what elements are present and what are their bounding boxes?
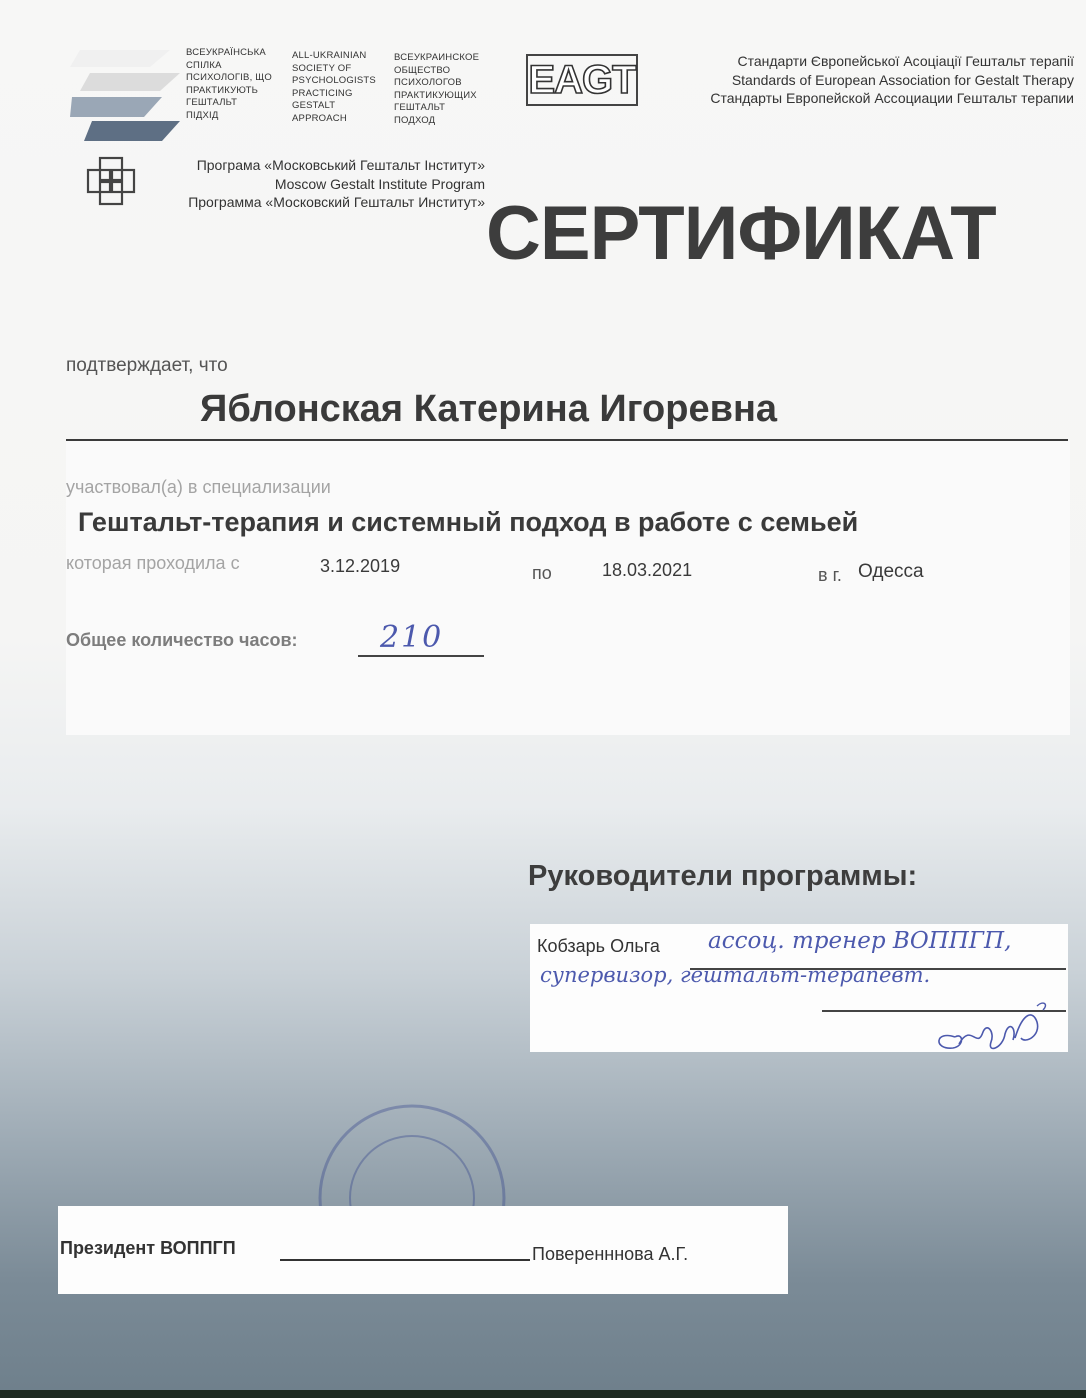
bottom-edge — [0, 1390, 1086, 1398]
president-signature-line — [280, 1259, 530, 1261]
date-from: 3.12.2019 — [320, 556, 401, 576]
period-label: которая проходила с — [66, 553, 240, 573]
participated-text: участвовал(а) в специализации — [66, 477, 331, 497]
chevrons-logo-icon — [70, 45, 180, 145]
eagt-standards: Стандарти Європейської Асоціації Гештальт терапії Standards of European Association for Gestalt Therapy Стандарты Европейской Ассоциации Гештальт терапии — [710, 53, 1074, 106]
specialization-title: Гештальт-терапия и системный подход в работе с семьей — [78, 507, 859, 537]
leader-role-line1: ассоц. тренер ВОППГП, — [708, 928, 1012, 954]
date-to: 18.03.2021 — [602, 560, 693, 580]
leader-role-line2: супервизор, гештальт-терапевт. — [540, 963, 931, 987]
org-name-en: ALL-UKRAINIAN SOCIETY OF PSYCHOLOGISTS PRACTICING GESTALT APPROACH — [292, 50, 376, 124]
city-label: в г. — [818, 565, 842, 585]
recipient-name: Яблонская Катерина Игоревна — [200, 388, 778, 430]
leaders-title: Руководители программы: — [528, 860, 918, 892]
city: Одесса — [858, 561, 924, 582]
hours-label: Общее количество часов: — [66, 630, 298, 650]
president-name: Поверенннова А.Г. — [532, 1244, 689, 1264]
mgi-program: Програма «Московський Гештальт Інститут» Moscow Gestalt Institute Program Программа «Московский Гештальт Институт» — [188, 157, 485, 210]
hours-value: 210 — [380, 620, 444, 655]
certificate-title: СЕРТИФИКАТ — [486, 191, 996, 276]
president-label: Президент ВОППГП — [60, 1238, 236, 1258]
leader-signature-icon — [925, 992, 1075, 1072]
name-underline — [66, 439, 1068, 441]
org-name-ru: ВСЕУКРАИНСКОЕ ОБЩЕСТВО ПСИХОЛОГОВ ПРАКТИКУЮЩИХ ГЕШТАЛЬТ ПОДХОД — [394, 52, 480, 126]
hours-underline — [358, 655, 484, 657]
to-label: по — [532, 563, 552, 583]
confirms-text: подтверждает, что — [66, 355, 228, 376]
org-name-ua: ВСЕУКРАЇНСЬКА СПІЛКА ПСИХОЛОГІВ, ЩО ПРАКТИКУЮТЬ ГЕШТАЛЬТ ПІДХІД — [186, 47, 272, 121]
leader-name: Кобзарь Ольга — [537, 936, 660, 956]
mgi-logo-icon — [86, 156, 136, 206]
eagt-logo: EAGT — [526, 54, 638, 106]
